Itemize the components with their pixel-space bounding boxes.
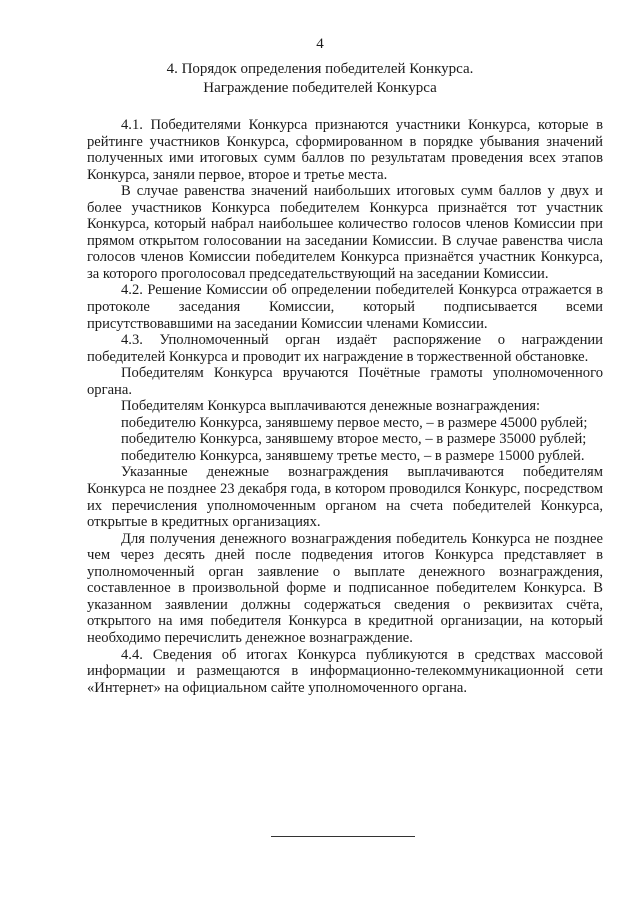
paragraph-award-first: победителю Конкурса, занявшему первое место, – в размере 45000 рублей; (121, 414, 588, 431)
paragraph-awards-intro: Победителям Конкурса выплачиваются денежные вознаграждения: (121, 398, 541, 415)
paragraph-certificates: Победителям Конкурса вручаются Почётные грамоты уполномоченного органа. (87, 365, 603, 398)
document-body (87, 117, 603, 696)
page-number: 4 (316, 36, 324, 52)
paragraph-payment-terms: Указанные денежные вознаграждения выплачиваются победителям Конкурса не позднее 23 декабря года, в котором проводился Конкурс, посредством их перечисления уполномоченным органом на счета победителей Конкурса, открытые в кредитных организациях. (87, 464, 603, 531)
section-heading (0, 60, 640, 98)
paragraph-4-4: 4.4. Сведения об итогах Конкурса публикуются в средствах массовой информации и размещаются в информационно-телекоммуникационной сети «Интернет» на официальном сайте уполномоченного органа. (87, 646, 603, 696)
paragraph-award-second: победителю Конкурса, занявшему второе место, – в размере 35000 рублей; (121, 431, 587, 448)
paragraph-4-2: 4.2. Решение Комиссии об определении победителей Конкурса отражается в протоколе заседания Комиссии, который подписывается всеми присутствовавшими на заседании Комиссии членами Комиссии. (87, 282, 603, 332)
end-divider-line (271, 836, 415, 837)
paragraph-tie-rule: В случае равенства значений наибольших итоговых сумм баллов у двух и более участников Конкурса победителем Конкурса признаётся тот участник Конкурса, который набрал наибольшее количество голосов членов Комиссии при прямом открытом голосовании на заседании Комиссии. В случае равенства числа голосов членов Комиссии победителем Конкурса признаётся участник Конкурса, за которого проголосовал председательствующий на заседании Комиссии. (87, 183, 603, 282)
paragraph-4-3: 4.3. Уполномоченный орган издаёт распоряжение о награждении победителей Конкурса и проводит их награждение в торжественной обстановке. (87, 332, 603, 365)
section-heading-line1: 4. Порядок определения победителей Конкурса. (166, 61, 474, 77)
paragraph-award-third: победителю Конкурса, занявшему третье место, – в размере 15000 рублей. (121, 447, 585, 464)
paragraph-4-1: 4.1. Победителями Конкурса признаются участники Конкурса, которые в рейтинге участников Конкурса, сформированном в порядке убывания значений полученных ими итоговых сумм баллов по результатам проведения всех этапов Конкурса, заняли первое, второе и третье места. (87, 117, 603, 183)
paragraph-application: Для получения денежного вознаграждения победитель Конкурса не позднее чем через десять дней после подведения итогов Конкурса представляет в уполномоченный орган заявление о выплате денежного вознаграждения, составленное в произвольной форме и подписанное победителем Конкурса. В указанном заявлении должны содержаться сведения о реквизитах счёта, открытого на имя победителя Конкурса в кредитной организации, на который необходимо перечислить денежное вознаграждение. (87, 530, 603, 646)
section-heading-line2: Награждение победителей Конкурса (203, 80, 437, 96)
